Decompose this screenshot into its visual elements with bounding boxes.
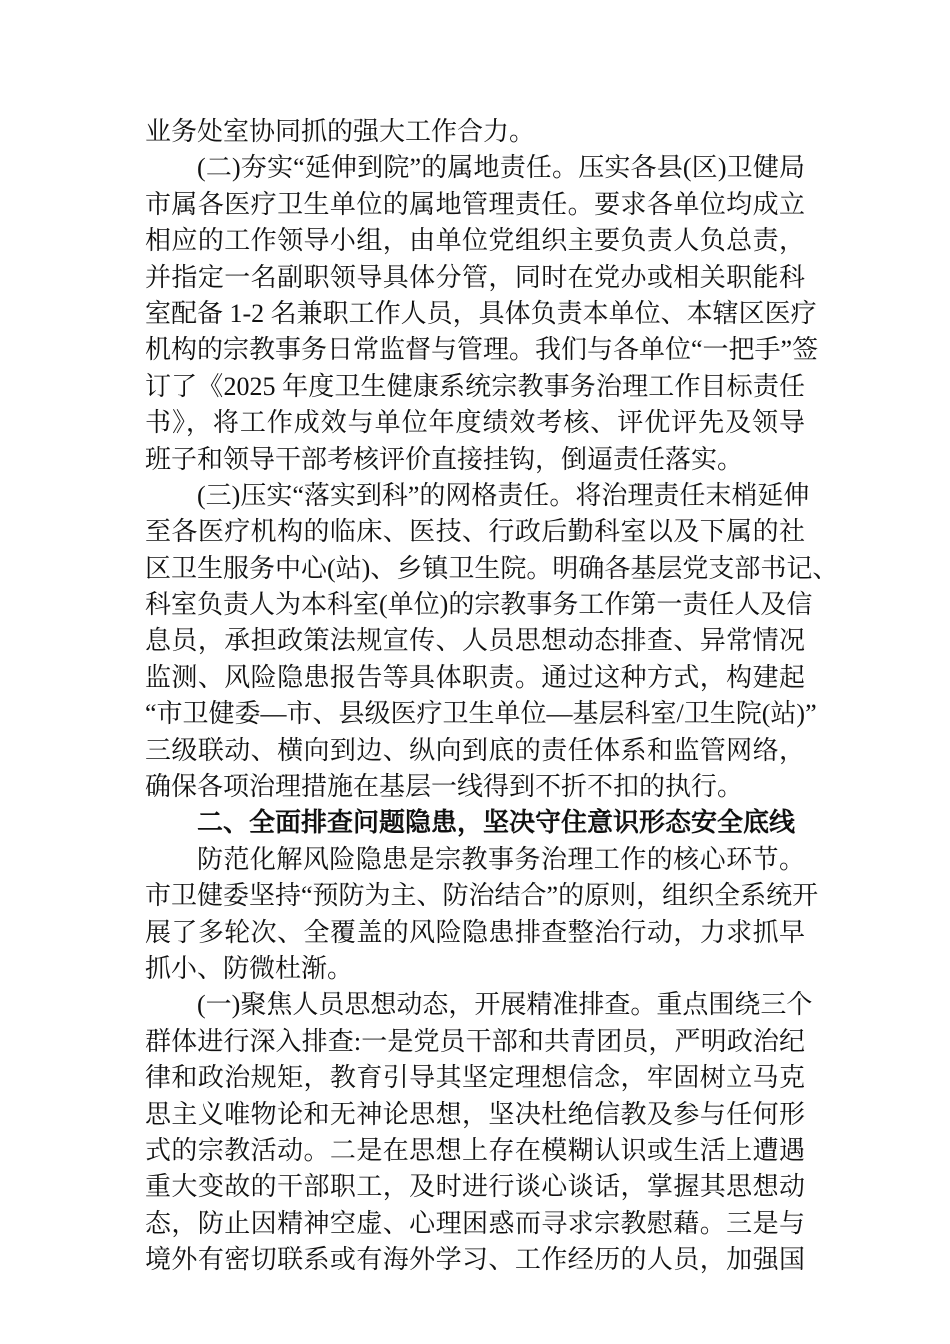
text-line: 业务处室协同抓的强大工作合力。 — [145, 117, 536, 146]
text-line: 抓小、防微杜渐。 — [145, 953, 354, 983]
text-line: 态，防止因精神空虚、心理困惑而寻求宗教慰藉。三是与 — [145, 1208, 805, 1238]
text-line: 确保各项治理措施在基层一线得到不折不扣的执行。 — [145, 772, 744, 802]
text-line: (二)夯实“延伸到院”的属地责任。压实各县(区)卫健局 — [197, 153, 805, 183]
section-heading — [145, 805, 805, 841]
text-line: 订了《2025 年度卫生健康系统宗教事务治理工作目标责任 — [145, 371, 805, 401]
paragraph — [145, 150, 819, 478]
text-line: 机构的宗教事务日常监督与管理。我们与各单位“一把手”签 — [145, 335, 819, 365]
text-line: 展了多轮次、全覆盖的风险隐患排查整治行动，力求抓早 — [145, 917, 805, 947]
text-line: 式的宗教活动。二是在思想上存在模糊认识或生活上遭遇 — [145, 1135, 805, 1165]
text-line: 监测、风险隐患报告等具体职责。通过这种方式，构建起 — [145, 662, 805, 692]
text-line: 二、全面排查问题隐患，坚决守住意识形态安全底线 — [197, 808, 796, 839]
document-body — [145, 114, 839, 1279]
text-line: 防范化解风险隐患是宗教事务治理工作的核心环节。 — [197, 844, 805, 874]
paragraph — [145, 478, 839, 806]
text-line: 市属各医疗卫生单位的属地管理责任。要求各单位均成立 — [145, 189, 805, 219]
text-line: 重大变故的干部职工，及时进行谈心谈话，掌握其思想动 — [145, 1172, 805, 1202]
text-line: “市卫健委—市、县级医疗卫生单位—基层科室/卫生院(站)” — [145, 699, 817, 729]
text-line: 并指定一名副职领导具体分管，同时在党办或相关职能科 — [145, 262, 805, 292]
text-line: 书》，将工作成效与单位年度绩效考核、评优评先及领导 — [145, 408, 805, 438]
text-line: 至各医疗机构的临床、医技、行政后勤科室以及下属的社 — [145, 517, 805, 547]
text-line: 相应的工作领导小组，由单位党组织主要负责人负总责， — [145, 226, 805, 256]
text-line: (三)压实“落实到科”的网格责任。将治理责任末梢延伸 — [197, 480, 810, 510]
text-line: 区卫生服务中心(站)、乡镇卫生院。明确各基层党支部书记、 — [145, 553, 839, 583]
text-line: 息员，承担政策法规宣传、人员思想动态排查、异常情况 — [145, 626, 805, 656]
text-line: 律和政治规矩，教育引导其坚定理想信念，牢固树立马克 — [145, 1063, 805, 1093]
text-line: (一)聚焦人员思想动态，开展精准排查。重点围绕三个 — [197, 990, 813, 1020]
paragraph — [145, 987, 813, 1278]
paragraph — [145, 842, 819, 988]
text-line: 三级联动、横向到边、纵向到底的责任体系和监管网络， — [145, 735, 805, 765]
text-line: 市卫健委坚持“预防为主、防治结合”的原则，组织全系统开 — [145, 881, 819, 911]
text-line: 班子和领导干部考核评价直接挂钩，倒逼责任落实。 — [145, 444, 744, 474]
text-line: 室配备 1-2 名兼职工作人员，具体负责本单位、本辖区医疗 — [145, 298, 817, 328]
paragraph — [145, 114, 805, 150]
text-line: 境外有密切联系或有海外学习、工作经历的人员，加强国 — [145, 1245, 805, 1275]
text-line: 科室负责人为本科室(单位)的宗教事务工作第一责任人及信 — [145, 590, 813, 620]
text-line: 群体进行深入排查:一是党员干部和共青团员，严明政治纪 — [145, 1026, 805, 1056]
text-line: 思主义唯物论和无神论思想，坚决杜绝信教及参与任何形 — [145, 1099, 805, 1129]
